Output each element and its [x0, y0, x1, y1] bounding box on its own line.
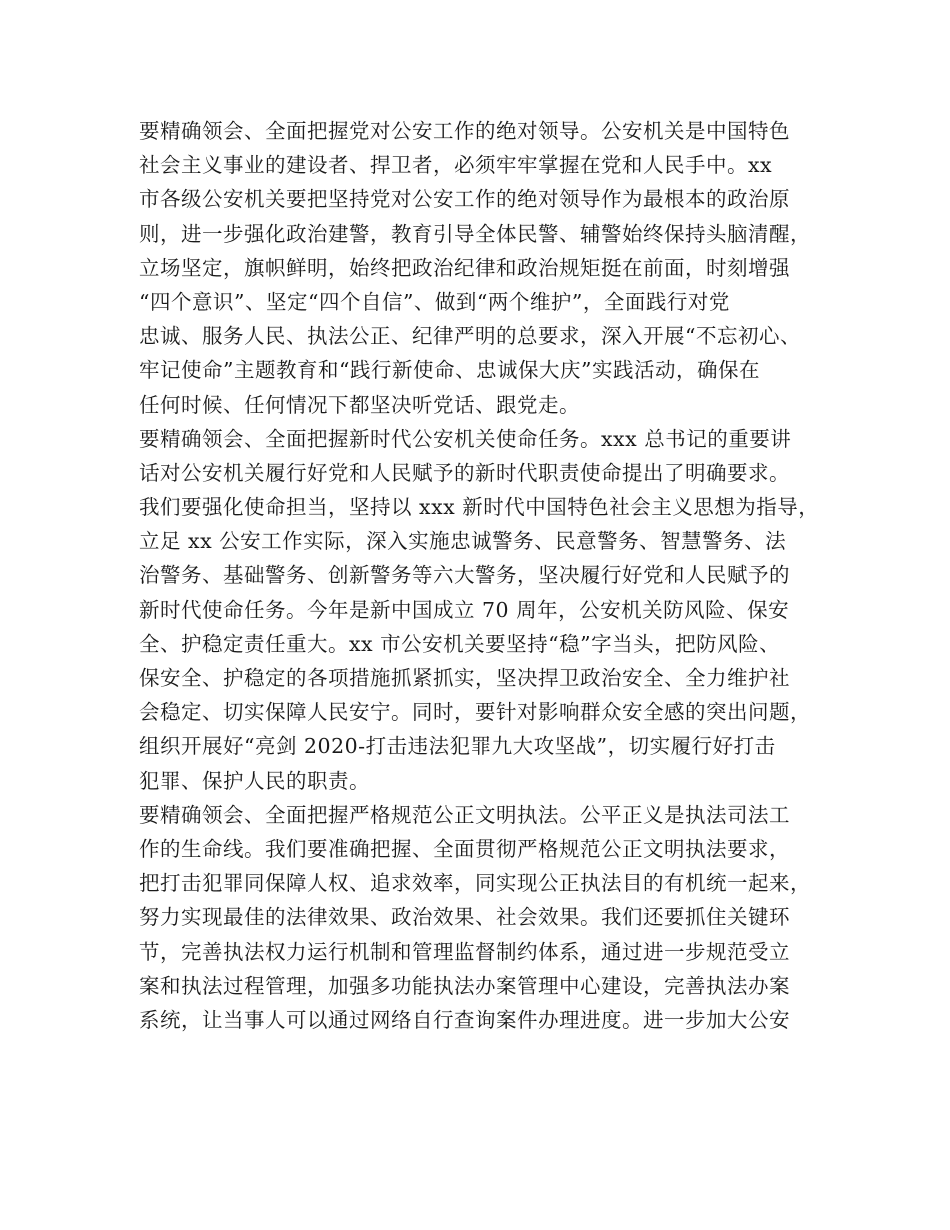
- text-line: 组织开展好“亮剑 2020-打击违法犯罪九大攻坚战”，切实履行好打击: [139, 734, 776, 759]
- text-line: 则，进一步强化政治建警，教育引导全体民警、辅警始终保持头脑清醒，: [139, 221, 811, 246]
- text-line: 忠诚、服务人民、执法公正、纪律严明的总要求，深入开展“不忘初心、: [139, 324, 801, 349]
- text-line: 要精确领会、全面把握党对公安工作的绝对领导。公安机关是中国特色: [139, 119, 790, 143]
- text-line: 把打击犯罪同保障人权、追求效率，同实现公正执法目的有机统一起来，: [139, 871, 811, 896]
- text-line: 新时代使命任务。今年是新中国成立 70 周年，公安机关防风险、保安: [139, 597, 790, 622]
- text-line: 系统，让当事人可以通过网络自行查询案件办理进度。进一步加大公安: [139, 1007, 790, 1032]
- text-line: 会稳定、切实保障人民安宁。同时，要针对影响群众安全感的突出问题，: [139, 700, 811, 725]
- text-line: 立场坚定，旗帜鲜明，始终把政治纪律和政治规矩挺在前面，时刻增强: [139, 255, 790, 280]
- text-line: 立足 xx 公安工作实际，深入实施忠诚警务、民意警务、智慧警务、法: [139, 529, 787, 554]
- text-line: 任何时候、任何情况下都坚决听党话、跟党走。: [139, 392, 580, 417]
- text-line: 话对公安机关履行好党和人民赋予的新时代职责使命提出了明确要求。: [139, 460, 790, 485]
- text-line: 我们要强化使命担当，坚持以 xxx 新时代中国特色社会主义思想为指导，: [139, 495, 820, 520]
- text-line: 保安全、护稳定的各项措施抓紧抓实，坚决捍卫政治安全、全力维护社: [139, 666, 790, 690]
- paragraph-law-enforcement: [139, 798, 829, 1037]
- text-line: 节，完善执法权力运行机制和管理监督制约体系，通过进一步规范受立: [139, 939, 790, 964]
- paragraph-mission-tasks: [139, 422, 829, 798]
- text-line: 要精确领会、全面把握严格规范公正文明执法。公平正义是执法司法工: [139, 802, 790, 827]
- document-body: [139, 114, 829, 1037]
- text-line: 作的生命线。我们要准确把握、全面贯彻严格规范公正文明执法要求，: [139, 836, 790, 861]
- text-line: 治警务、基础警务、创新警务等六大警务，坚决履行好党和人民赋予的: [139, 563, 790, 588]
- text-line: 案和执法过程管理，加强多功能执法办案管理中心建设，完善执法办案: [139, 973, 790, 998]
- paragraph-party-leadership: [139, 114, 829, 422]
- text-line: 全、护稳定责任重大。xx 市公安机关要坚持“稳”字当头，把防风险、: [139, 631, 781, 656]
- text-line: 要精确领会、全面把握新时代公安机关使命任务。xxx 总书记的重要讲: [139, 426, 792, 451]
- text-line: 牢记使命”主题教育和“践行新使命、忠诚保大庆”实践活动，确保在: [139, 358, 760, 383]
- text-line: 市各级公安机关要把坚持党对公安工作的绝对领导作为最根本的政治原: [139, 187, 790, 212]
- text-line: 努力实现最佳的法律效果、政治效果、社会效果。我们还要抓住关键环: [139, 905, 790, 930]
- text-line: “四个意识”、坚定“四个自信”、做到“两个维护”，全面践行对党: [139, 289, 730, 314]
- text-line: 犯罪、保护人民的职责。: [139, 768, 370, 793]
- text-line: 社会主义事业的建设者、捍卫者，必须牢牢掌握在党和人民手中。xx: [139, 153, 773, 178]
